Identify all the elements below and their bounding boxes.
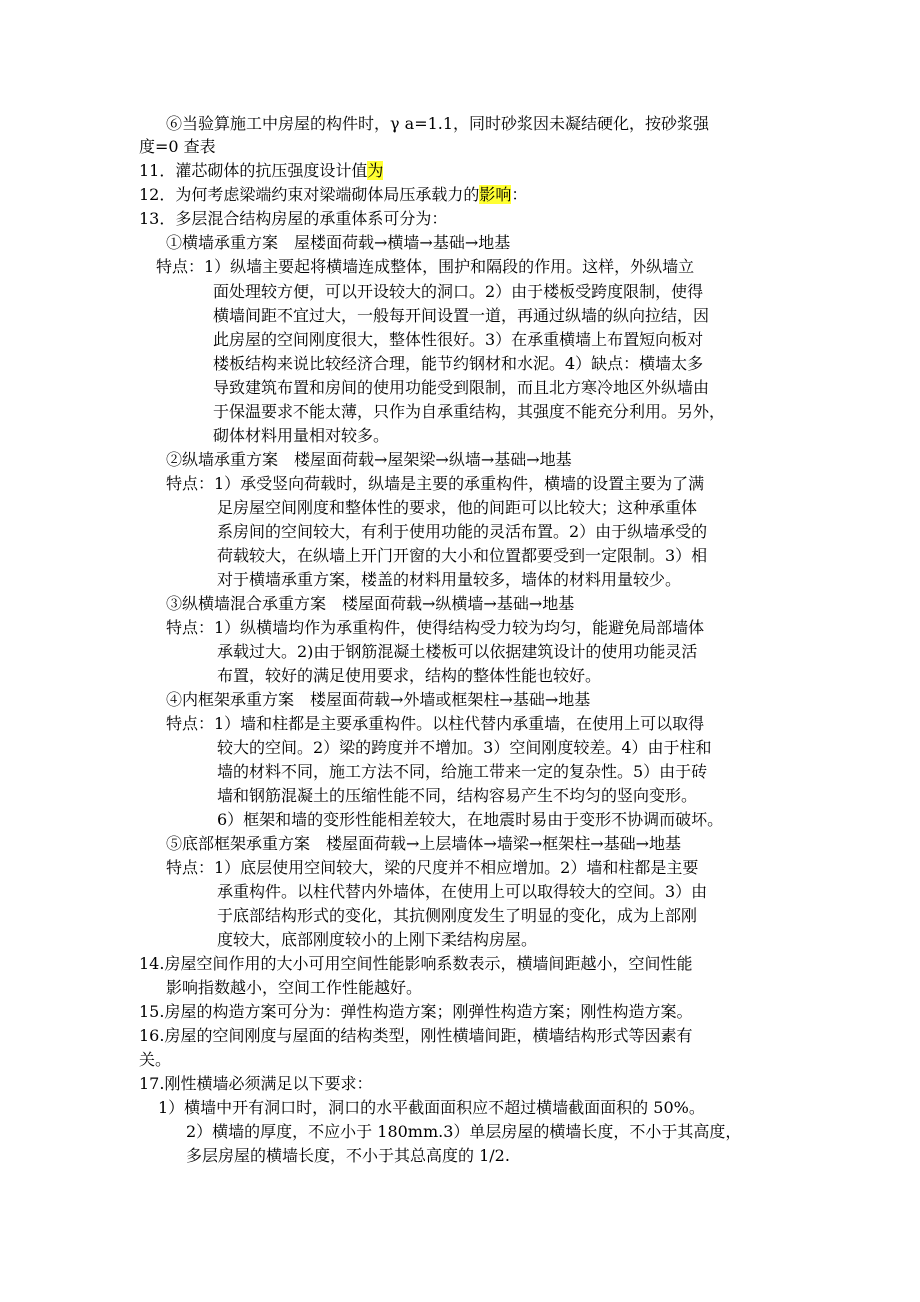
text-line: 影响指数越小，空间工作性能越好。: [166, 978, 423, 997]
text-line: 特点：1）纵墙主要起将横墙连成整体，围护和隔段的作用。这样，外纵墙立: [156, 257, 695, 276]
text-line: 足房屋空间刚度和整体性的要求，他的间距可以比较大；这种承重体: [217, 498, 698, 517]
text-line: 17.刚性横墙必须满足以下要求：: [139, 1074, 373, 1093]
text-line: 16.房屋的空间刚度与屋面的结构类型，刚性横墙间距，横墙结构形式等因素有: [139, 1026, 693, 1045]
text-line: 6）框架和墙的变形性能相差较大，在地震时易由于变形不协调而破坏。: [217, 810, 724, 829]
text-line: 关。: [139, 1050, 172, 1069]
text-line: 1）横墙中开有洞口时，洞口的水平截面面积应不超过横墙截面面积的 50%。: [158, 1098, 705, 1117]
scheme-heading: ④内框架承重方案 楼屋面荷载→外墙或框架柱→基础→地基: [166, 690, 591, 709]
text-line: 度=0 查表: [139, 137, 216, 156]
text-line: 特点：1）承受竖向荷载时，纵墙是主要的承重构件，横墙的设置主要为了满: [166, 474, 705, 493]
item-12: [139, 184, 527, 206]
text-line: 此房屋的空间刚度很大，整体性很好。3）在承重横墙上布置短向板对: [213, 330, 704, 349]
text-line: 面处理较方便，可以开设较大的洞口。2）由于楼板受跨度限制，使得: [213, 282, 704, 301]
text-line: 特点：1）纵横墙均作为承重构件，使得结构受力较为均匀，能避免局部墙体: [166, 618, 705, 637]
text-line: 承重构件。以柱代替内外墙体，在使用上可以取得较大的空间。3）由: [217, 882, 708, 901]
text-line: 横墙间距不宜过大，一般每开间设置一道，再通过纵墙的纵向拉结，因: [213, 306, 710, 325]
text-line: 导致建筑布置和房间的使用功能受到限制，而且北方寒冷地区外纵墙由: [213, 378, 710, 397]
text-line: 系房间的空间较大，有利于使用功能的灵活布置。2）由于纵墙承受的: [217, 522, 708, 541]
text-line: 15.房屋的构造方案可分为：弹性构造方案；刚弹性构造方案；刚性构造方案。: [139, 1002, 693, 1021]
text-line: 墙的材料不同，施工方法不同，给施工带来一定的复杂性。5）由于砖: [217, 762, 708, 781]
text-line: 特点：1）墙和柱都是主要承重构件。以柱代替内承重墙，在使用上可以取得: [166, 714, 705, 733]
text-line: 特点：1）底层使用空间较大，梁的尺度并不相应增加。2）墙和柱都是主要: [166, 858, 699, 877]
text-line: 2）横墙的厚度，不应小于 180mm.3）单层房屋的横墙长度，不小于其高度，: [186, 1122, 742, 1141]
text-line: 对于横墙承重方案，楼盖的材料用量较多，墙体的材料用量较少。: [217, 570, 682, 589]
text-line: 11．灌芯砌体的抗压强度设计值: [139, 161, 368, 180]
text-line: 砌体材料用量相对较多。: [213, 426, 390, 445]
text-line: 于底部结构形式的变化，其抗侧刚度发生了明显的变化，成为上部刚: [217, 906, 698, 925]
text-line: 楼板结构来说比较经济合理，能节约钢材和水泥。4）缺点：横墙太多: [213, 354, 704, 373]
text-line: 13．多层混合结构房屋的承重体系可分为：: [139, 209, 448, 228]
scheme-heading: ③纵横墙混合承重方案 楼屋面荷载→纵横墙→基础→地基: [166, 594, 575, 613]
text-line: 较大的空间。2）梁的跨度并不增加。3）空间刚度较差。4）由于柱和: [217, 738, 712, 757]
text-line: 12．为何考虑梁端约束对梁端砌体局压承载力的: [139, 185, 480, 204]
item-11: [139, 160, 383, 182]
text-line: ：: [511, 185, 528, 204]
text-line: 14.房屋空间作用的大小可用空间性能影响系数表示，横墙间距越小，空间性能: [139, 954, 693, 973]
text-line: ⑥当验算施工中房屋的构件时，γ a=1.1，同时砂浆因未凝结硬化，按砂浆强: [166, 114, 710, 133]
scheme-heading: ⑤底部框架承重方案 楼屋面荷载→上层墙体→墙梁→框架柱→基础→地基: [166, 834, 682, 853]
text-line: 度较大，底部刚度较小的上刚下柔结构房屋。: [217, 930, 538, 949]
text-line: 布置，较好的满足使用要求，结构的整体性能也较好。: [217, 666, 602, 685]
text-line: 承载过大。2)由于钢筋混凝土楼板可以依据建筑设计的使用功能灵活: [217, 642, 698, 661]
highlighted-text: 为: [367, 161, 384, 180]
scheme-heading: ②纵墙承重方案 楼屋面荷载→屋架梁→纵墙→基础→地基: [166, 450, 572, 469]
highlighted-text: 影响: [479, 185, 512, 204]
text-line: 于保温要求不能太薄，只作为自承重结构，其强度不能充分利用。另外，: [213, 402, 726, 421]
text-line: 多层房屋的横墙长度，不小于其总高度的 1/2.: [186, 1146, 510, 1165]
text-line: 墙和钢筋混凝土的压缩性能不同，结构容易产生不均匀的竖向变形。: [217, 786, 698, 805]
text-line: 荷载较大，在纵墙上开门开窗的大小和位置都要受到一定限制。3）相: [217, 546, 708, 565]
scheme-heading: ①横墙承重方案 屋楼面荷载→横墙→基础→地基: [166, 233, 511, 252]
